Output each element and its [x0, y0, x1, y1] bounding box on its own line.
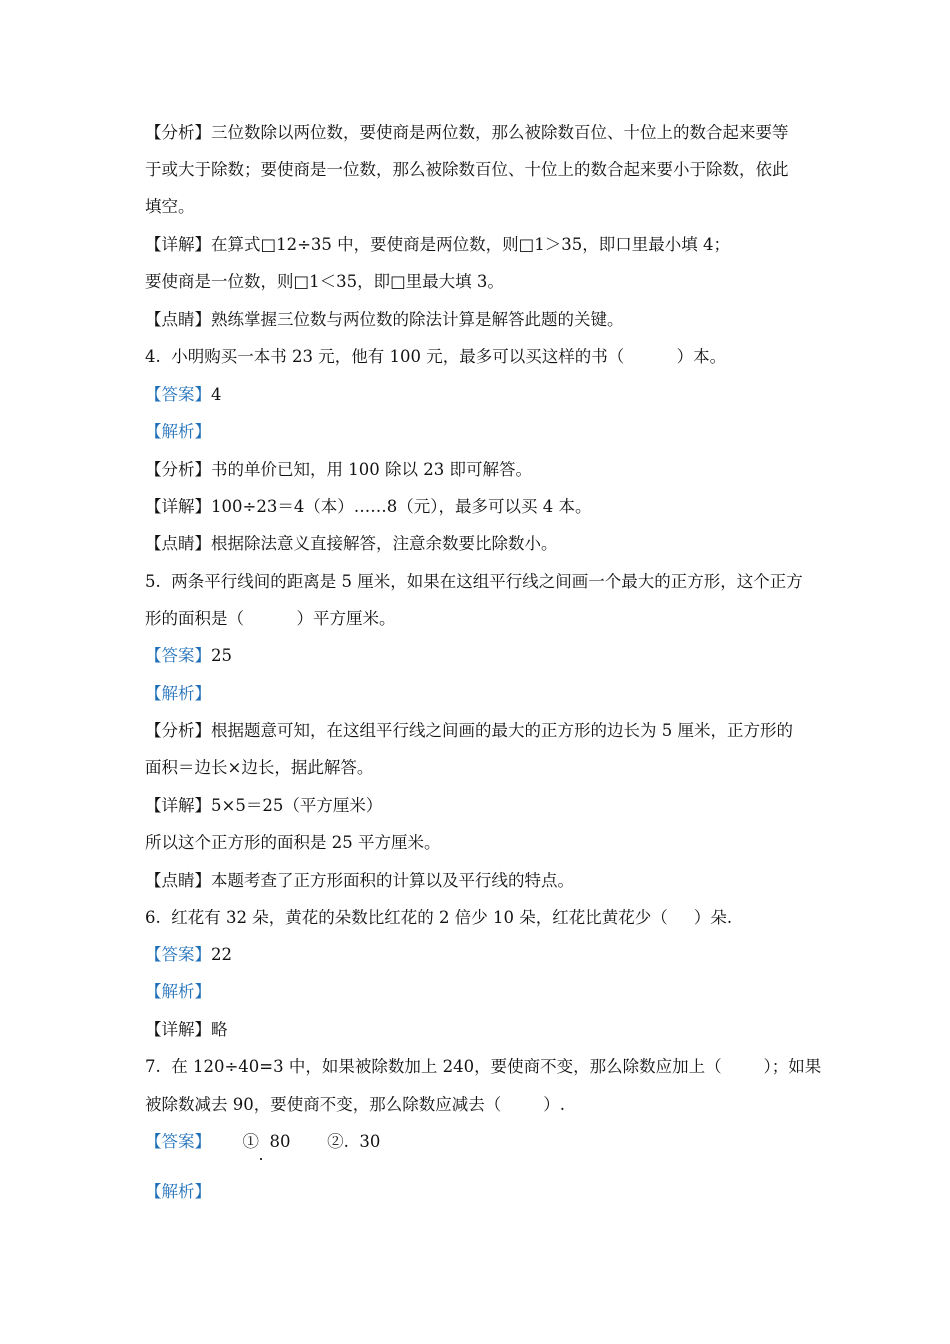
analysis-label: 【解析】: [145, 982, 211, 1001]
section-label: 【答案】: [145, 385, 211, 404]
answer-label: [145, 645, 232, 667]
question-6: 6. 红花有 32 朵，黄花的朵数比红花的 2 倍少 10 朵，红花比黄花少（ ）朵.: [145, 908, 733, 927]
question-5: 5. 两条平行线间的距离是 5 厘米，如果在这组平行线之间画一个最大的正方形，这个正方: [145, 572, 803, 591]
text-line: 【分析】书的单价已知，用 100 除以 23 即可解答。: [145, 460, 532, 479]
text-line: 填空。: [145, 197, 195, 216]
answer-value: 4: [211, 385, 222, 404]
section-label: 【答案】: [145, 646, 211, 665]
text-line: 【详解】100÷23＝4（本）……8（元），最多可以买 4 本。: [145, 497, 592, 516]
text-line: 被除数减去 90，要使商不变，那么除数应减去（ ）.: [145, 1095, 565, 1114]
text-line: 要使商是一位数，则□1＜35，即□里最大填 3。: [145, 272, 504, 291]
analysis-label: 【解析】: [145, 684, 211, 703]
text-line: 【分析】三位数除以两位数，要使商是两位数，那么被除数百位、十位上的数合起来要等: [145, 123, 789, 142]
text-line: 【分析】根据题意可知，在这组平行线之间画的最大的正方形的边长为 5 厘米，正方形的: [145, 721, 793, 740]
text-line: 【点睛】熟练掌握三位数与两位数的除法计算是解答此题的关键。: [145, 310, 624, 329]
answer-value: ① 80 ②. 30: [211, 1132, 381, 1151]
section-label: 【答案】: [145, 1132, 211, 1151]
text-line: 于或大于除数；要使商是一位数，那么被除数百位、十位上的数合起来要小于除数，依此: [145, 160, 789, 179]
text-line: 所以这个正方形的面积是 25 平方厘米。: [145, 833, 441, 852]
section-label: 【答案】: [145, 945, 211, 964]
analysis-label: 【解析】: [145, 422, 211, 441]
analysis-label: 【解析】: [145, 1182, 211, 1201]
answer-value: 22: [211, 945, 232, 964]
text-line: 【点睛】根据除法意义直接解答，注意余数要比除数小。: [145, 534, 558, 553]
text-line: 面积＝边长×边长，据此解答。: [145, 758, 374, 777]
answer-label: [145, 384, 222, 406]
answer-label: [145, 1131, 380, 1153]
stray-dot: [260, 1158, 262, 1160]
text-line: 【点睛】本题考查了正方形面积的计算以及平行线的特点。: [145, 871, 574, 890]
text-line: 【详解】在算式□12÷35 中，要使商是两位数，则□1＞35，即口里最小填 4；: [145, 235, 730, 254]
question-7: 7. 在 120÷40=3 中，如果被除数加上 240，要使商不变，那么除数应加上（ ）；如果: [145, 1057, 822, 1076]
answer-label: [145, 944, 232, 966]
text-line: 【详解】5×5＝25（平方厘米）: [145, 796, 383, 815]
text-line: 【详解】略: [145, 1020, 228, 1039]
text-line: 形的面积是（ ）平方厘米。: [145, 609, 396, 628]
answer-value: 25: [211, 646, 232, 665]
question-4: 4. 小明购买一本书 23 元，他有 100 元，最多可以买这样的书（ ）本。: [145, 347, 727, 366]
